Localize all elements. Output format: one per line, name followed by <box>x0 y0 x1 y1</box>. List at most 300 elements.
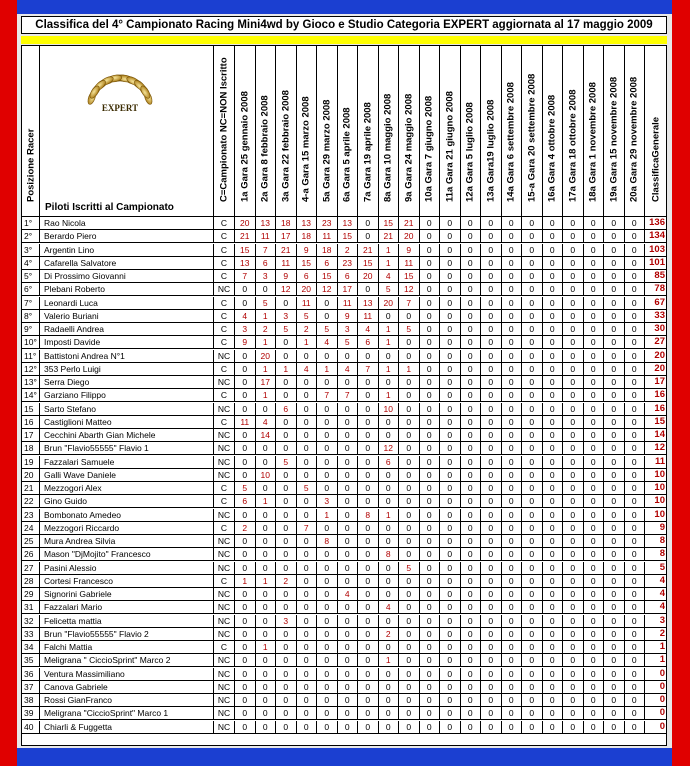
row-position: 39 <box>22 707 40 720</box>
row-race-score: 0 <box>625 283 646 296</box>
row-race-score: 0 <box>543 403 564 416</box>
row-race-score: 0 <box>543 429 564 442</box>
row-race-score: 0 <box>563 230 584 243</box>
row-total: 30 <box>645 323 667 336</box>
row-race-score: 0 <box>625 615 646 628</box>
row-race-score: 0 <box>317 721 338 734</box>
header-race-16 <box>543 46 564 217</box>
row-race-score: 0 <box>461 668 482 681</box>
row-pilot-name: Gino Guido <box>40 495 214 508</box>
row-pilot-name: Argentin Lino <box>40 244 214 257</box>
row-race-score: 0 <box>502 350 523 363</box>
row-race-score: 0 <box>235 509 256 522</box>
row-race-score: 0 <box>604 641 625 654</box>
row-race-score: 0 <box>420 694 441 707</box>
row-race-score: 0 <box>420 310 441 323</box>
row-status: NC <box>214 694 235 707</box>
row-total: 10 <box>645 469 667 482</box>
row-race-score: 0 <box>522 495 543 508</box>
row-race-score: 0 <box>584 495 605 508</box>
row-race-score: 0 <box>522 363 543 376</box>
row-race-score: 0 <box>563 694 584 707</box>
row-race-score: 0 <box>563 310 584 323</box>
table-row <box>22 270 667 283</box>
row-pilot-name: Ventura Massimiliano <box>40 668 214 681</box>
row-race-score: 0 <box>420 376 441 389</box>
header-race-9 <box>399 46 420 217</box>
table-row <box>22 681 667 694</box>
row-race-score: 13 <box>235 257 256 270</box>
row-race-score: 0 <box>502 668 523 681</box>
row-race-score: 0 <box>543 230 564 243</box>
row-race-score: 0 <box>543 270 564 283</box>
row-pilot-name: Cafarella Salvatore <box>40 257 214 270</box>
header-race-12 <box>461 46 482 217</box>
table-row <box>22 456 667 469</box>
header-race-10 <box>420 46 441 217</box>
row-race-score: 0 <box>481 694 502 707</box>
row-race-score: 0 <box>543 336 564 349</box>
row-race-score: 0 <box>604 323 625 336</box>
row-race-score: 7 <box>338 389 359 402</box>
table-row <box>22 588 667 601</box>
row-race-score: 0 <box>276 548 297 561</box>
row-race-score: 0 <box>502 389 523 402</box>
row-race-score: 1 <box>256 575 277 588</box>
row-race-score: 0 <box>563 244 584 257</box>
row-race-score: 12 <box>276 283 297 296</box>
table-row <box>22 363 667 376</box>
row-race-score: 0 <box>481 442 502 455</box>
row-position: 9° <box>22 323 40 336</box>
row-race-score: 0 <box>481 310 502 323</box>
row-race-score: 0 <box>502 535 523 548</box>
row-pilot-name: Rao Nicola <box>40 217 214 230</box>
row-race-score: 0 <box>338 615 359 628</box>
row-race-score: 0 <box>625 509 646 522</box>
row-position: 7° <box>22 297 40 310</box>
row-race-score: 0 <box>420 323 441 336</box>
table-row <box>22 694 667 707</box>
row-race-score: 5 <box>276 323 297 336</box>
row-race-score: 0 <box>604 681 625 694</box>
row-race-score: 0 <box>502 244 523 257</box>
row-race-score: 0 <box>604 615 625 628</box>
row-race-score: 0 <box>502 482 523 495</box>
row-race-score: 11 <box>317 230 338 243</box>
row-race-score: 0 <box>543 654 564 667</box>
laurel-wreath-logo <box>80 66 160 146</box>
row-race-score: 0 <box>604 257 625 270</box>
row-status: NC <box>214 601 235 614</box>
row-race-score: 0 <box>604 495 625 508</box>
row-race-score: 6 <box>317 257 338 270</box>
header-race-14 <box>502 46 523 217</box>
row-race-score: 0 <box>461 469 482 482</box>
row-race-score: 2 <box>297 323 318 336</box>
row-race-score: 0 <box>256 601 277 614</box>
row-race-score: 0 <box>584 588 605 601</box>
row-race-score: 0 <box>543 721 564 734</box>
row-race-score: 1 <box>256 641 277 654</box>
row-race-score: 0 <box>461 721 482 734</box>
row-race-score: 0 <box>440 257 461 270</box>
row-position: 3° <box>22 244 40 257</box>
row-race-score: 0 <box>317 575 338 588</box>
row-race-score: 0 <box>461 615 482 628</box>
row-total: 0 <box>645 668 667 681</box>
row-race-score: 0 <box>440 336 461 349</box>
row-race-score: 20 <box>399 230 420 243</box>
row-race-score: 0 <box>563 707 584 720</box>
row-race-score: 0 <box>604 482 625 495</box>
row-race-score: 0 <box>420 562 441 575</box>
row-race-score: 7 <box>297 522 318 535</box>
row-status: NC <box>214 509 235 522</box>
row-race-score: 0 <box>625 257 646 270</box>
row-race-score: 0 <box>543 297 564 310</box>
row-position: 8° <box>22 310 40 323</box>
row-position: 22 <box>22 495 40 508</box>
row-race-score: 11 <box>235 416 256 429</box>
row-race-score: 0 <box>235 376 256 389</box>
row-race-score: 0 <box>604 601 625 614</box>
row-total: 15 <box>645 416 667 429</box>
table-row <box>22 283 667 296</box>
row-race-score: 0 <box>379 310 400 323</box>
row-race-score: 0 <box>399 628 420 641</box>
row-race-score: 0 <box>338 495 359 508</box>
row-total: 20 <box>645 350 667 363</box>
row-total: 2 <box>645 628 667 641</box>
row-race-score: 13 <box>338 217 359 230</box>
row-race-score: 0 <box>584 628 605 641</box>
row-race-score: 0 <box>317 628 338 641</box>
row-race-score: 0 <box>502 495 523 508</box>
row-race-score: 0 <box>256 694 277 707</box>
row-race-score: 0 <box>420 668 441 681</box>
bottom-blue-border <box>17 748 672 766</box>
table-row <box>22 429 667 442</box>
row-status: C <box>214 495 235 508</box>
table-row <box>22 442 667 455</box>
row-race-score: 0 <box>584 575 605 588</box>
table-row <box>22 575 667 588</box>
row-race-score: 20 <box>379 297 400 310</box>
row-pilot-name: Bombonato Amedeo <box>40 509 214 522</box>
row-pilot-name: Pasini Alessio <box>40 562 214 575</box>
row-race-score: 0 <box>358 230 379 243</box>
row-race-score: 0 <box>317 297 338 310</box>
row-race-score: 0 <box>440 456 461 469</box>
row-race-score: 0 <box>584 522 605 535</box>
row-pilot-name: Cecchini Abarth Gian Michele <box>40 429 214 442</box>
header-pilots <box>40 46 214 217</box>
row-race-score: 0 <box>604 654 625 667</box>
row-pilot-name: Mason "DjMojito" Francesco <box>40 548 214 561</box>
row-race-score: 0 <box>481 389 502 402</box>
row-race-score: 0 <box>317 350 338 363</box>
row-race-score: 0 <box>358 654 379 667</box>
row-race-score: 0 <box>625 416 646 429</box>
row-pilot-name: Di Prossimo Giovanni <box>40 270 214 283</box>
row-race-score: 11 <box>276 257 297 270</box>
row-total: 5 <box>645 562 667 575</box>
row-race-score: 0 <box>604 707 625 720</box>
row-race-score: 1 <box>379 257 400 270</box>
table-row <box>22 615 667 628</box>
row-race-score: 0 <box>584 601 605 614</box>
row-race-score: 0 <box>276 641 297 654</box>
row-race-score: 0 <box>420 363 441 376</box>
row-race-score: 0 <box>317 641 338 654</box>
row-race-score: 0 <box>379 429 400 442</box>
row-race-score: 0 <box>625 363 646 376</box>
header-race-18 <box>584 46 605 217</box>
row-race-score: 0 <box>235 681 256 694</box>
header-race-15-label: 15-a Gara 20 settembre 2008 <box>526 73 538 202</box>
header-race-13 <box>481 46 502 217</box>
row-race-score: 0 <box>338 535 359 548</box>
header-race-10-label: 10a Gara 7 giugno 2008 <box>423 95 435 202</box>
row-status: C <box>214 389 235 402</box>
row-race-score: 0 <box>358 389 379 402</box>
right-red-border <box>672 0 690 766</box>
row-race-score: 0 <box>543 588 564 601</box>
row-race-score: 3 <box>235 323 256 336</box>
row-status: C <box>214 416 235 429</box>
row-race-score: 0 <box>420 535 441 548</box>
row-race-score: 0 <box>522 575 543 588</box>
row-total: 8 <box>645 535 667 548</box>
row-race-score: 1 <box>379 389 400 402</box>
row-race-score: 0 <box>256 509 277 522</box>
row-race-score: 0 <box>420 244 441 257</box>
row-status: NC <box>214 376 235 389</box>
row-race-score: 0 <box>420 628 441 641</box>
header-status <box>214 46 235 217</box>
row-race-score: 0 <box>420 350 441 363</box>
row-race-score: 0 <box>584 442 605 455</box>
row-race-score: 17 <box>338 283 359 296</box>
table-header <box>22 46 667 217</box>
row-race-score: 0 <box>379 615 400 628</box>
row-race-score: 0 <box>317 403 338 416</box>
row-total: 136 <box>645 217 667 230</box>
row-race-score: 0 <box>276 376 297 389</box>
row-race-score: 0 <box>358 681 379 694</box>
row-race-score: 0 <box>420 230 441 243</box>
row-race-score: 0 <box>461 244 482 257</box>
row-race-score: 0 <box>440 562 461 575</box>
row-race-score: 20 <box>297 283 318 296</box>
row-race-score: 0 <box>338 509 359 522</box>
row-race-score: 0 <box>543 469 564 482</box>
row-race-score: 0 <box>543 641 564 654</box>
row-race-score: 4 <box>338 363 359 376</box>
row-race-score: 0 <box>522 350 543 363</box>
row-race-score: 8 <box>317 535 338 548</box>
row-race-score: 0 <box>604 442 625 455</box>
row-race-score: 0 <box>379 681 400 694</box>
row-race-score: 0 <box>461 363 482 376</box>
row-race-score: 0 <box>399 469 420 482</box>
row-race-score: 0 <box>502 257 523 270</box>
row-race-score: 0 <box>502 442 523 455</box>
row-race-score: 2 <box>235 522 256 535</box>
row-race-score: 0 <box>563 654 584 667</box>
header-position-label: Posizione Racer <box>25 128 36 202</box>
row-race-score: 18 <box>317 244 338 257</box>
row-race-score: 0 <box>522 681 543 694</box>
row-race-score: 0 <box>625 376 646 389</box>
row-total: 4 <box>645 575 667 588</box>
row-race-score: 15 <box>399 270 420 283</box>
row-race-score: 0 <box>235 469 256 482</box>
row-race-score: 0 <box>543 562 564 575</box>
row-race-score: 0 <box>543 668 564 681</box>
row-race-score: 0 <box>276 482 297 495</box>
row-race-score: 6 <box>338 270 359 283</box>
header-race-3 <box>276 46 297 217</box>
row-status: NC <box>214 707 235 720</box>
row-race-score: 1 <box>379 509 400 522</box>
row-race-score: 0 <box>399 442 420 455</box>
row-race-score: 0 <box>604 244 625 257</box>
row-race-score: 0 <box>543 416 564 429</box>
row-race-score: 6 <box>276 403 297 416</box>
row-race-score: 0 <box>317 376 338 389</box>
row-race-score: 0 <box>338 456 359 469</box>
row-race-score: 0 <box>379 482 400 495</box>
row-race-score: 0 <box>235 442 256 455</box>
logo-text: EXPERT <box>101 103 139 113</box>
row-race-score: 0 <box>563 548 584 561</box>
row-race-score: 0 <box>297 628 318 641</box>
row-race-score: 0 <box>543 310 564 323</box>
row-race-score: 0 <box>584 509 605 522</box>
row-status: NC <box>214 588 235 601</box>
row-race-score: 0 <box>358 469 379 482</box>
row-total: 11 <box>645 456 667 469</box>
row-race-score: 21 <box>379 230 400 243</box>
row-race-score: 0 <box>276 721 297 734</box>
row-race-score: 0 <box>522 283 543 296</box>
row-race-score: 0 <box>358 721 379 734</box>
header-race-6 <box>338 46 359 217</box>
row-race-score: 0 <box>358 429 379 442</box>
row-position: 21 <box>22 482 40 495</box>
row-race-score: 0 <box>297 562 318 575</box>
row-race-score: 3 <box>338 323 359 336</box>
table-row <box>22 548 667 561</box>
row-race-score: 0 <box>276 535 297 548</box>
row-race-score: 4 <box>235 310 256 323</box>
row-race-score: 0 <box>276 416 297 429</box>
row-race-score: 0 <box>563 350 584 363</box>
row-race-score: 0 <box>399 548 420 561</box>
row-race-score: 0 <box>481 469 502 482</box>
row-race-score: 0 <box>317 442 338 455</box>
row-race-score: 1 <box>297 336 318 349</box>
row-race-score: 0 <box>604 350 625 363</box>
row-race-score: 0 <box>420 548 441 561</box>
row-race-score: 0 <box>379 469 400 482</box>
row-race-score: 0 <box>522 469 543 482</box>
row-race-score: 0 <box>584 283 605 296</box>
row-race-score: 0 <box>481 363 502 376</box>
row-race-score: 0 <box>256 654 277 667</box>
row-race-score: 0 <box>502 363 523 376</box>
row-race-score: 0 <box>543 575 564 588</box>
table-row <box>22 495 667 508</box>
yellow-strip <box>21 36 667 44</box>
row-race-score: 0 <box>625 522 646 535</box>
row-status: C <box>214 575 235 588</box>
table-row <box>22 482 667 495</box>
row-race-score: 0 <box>399 601 420 614</box>
row-position: 36 <box>22 668 40 681</box>
table-row <box>22 350 667 363</box>
row-race-score: 0 <box>543 283 564 296</box>
row-race-score: 0 <box>358 562 379 575</box>
row-race-score: 0 <box>420 681 441 694</box>
row-race-score: 20 <box>235 217 256 230</box>
row-status: C <box>214 217 235 230</box>
row-total: 78 <box>645 283 667 296</box>
row-race-score: 4 <box>297 363 318 376</box>
left-red-border <box>0 0 17 766</box>
row-race-score: 0 <box>420 522 441 535</box>
row-race-score: 0 <box>420 601 441 614</box>
row-race-score: 0 <box>379 350 400 363</box>
row-race-score: 0 <box>563 575 584 588</box>
row-race-score: 0 <box>256 548 277 561</box>
row-status: C <box>214 270 235 283</box>
header-race-19-label: 19a Gara 15 novembre 2008 <box>608 76 620 202</box>
row-race-score: 0 <box>584 257 605 270</box>
row-race-score: 0 <box>481 429 502 442</box>
row-race-score: 1 <box>379 323 400 336</box>
row-position: 38 <box>22 694 40 707</box>
row-position: 6° <box>22 283 40 296</box>
row-race-score: 0 <box>256 535 277 548</box>
table-row <box>22 217 667 230</box>
row-race-score: 0 <box>481 297 502 310</box>
row-race-score: 0 <box>461 575 482 588</box>
row-race-score: 1 <box>317 509 338 522</box>
row-pilot-name: Signorini Gabriele <box>40 588 214 601</box>
header-race-15 <box>522 46 543 217</box>
row-race-score: 0 <box>256 442 277 455</box>
row-race-score: 0 <box>379 588 400 601</box>
row-race-score: 0 <box>543 509 564 522</box>
row-race-score: 9 <box>235 336 256 349</box>
row-race-score: 0 <box>440 283 461 296</box>
row-race-score: 8 <box>379 548 400 561</box>
row-race-score: 0 <box>235 628 256 641</box>
row-race-score: 0 <box>625 707 646 720</box>
row-race-score: 0 <box>338 721 359 734</box>
row-race-score: 0 <box>338 548 359 561</box>
row-race-score: 0 <box>297 681 318 694</box>
row-race-score: 5 <box>338 336 359 349</box>
row-race-score: 0 <box>625 562 646 575</box>
row-race-score: 0 <box>420 641 441 654</box>
row-race-score: 0 <box>584 469 605 482</box>
row-race-score: 0 <box>440 297 461 310</box>
row-race-score: 0 <box>563 456 584 469</box>
